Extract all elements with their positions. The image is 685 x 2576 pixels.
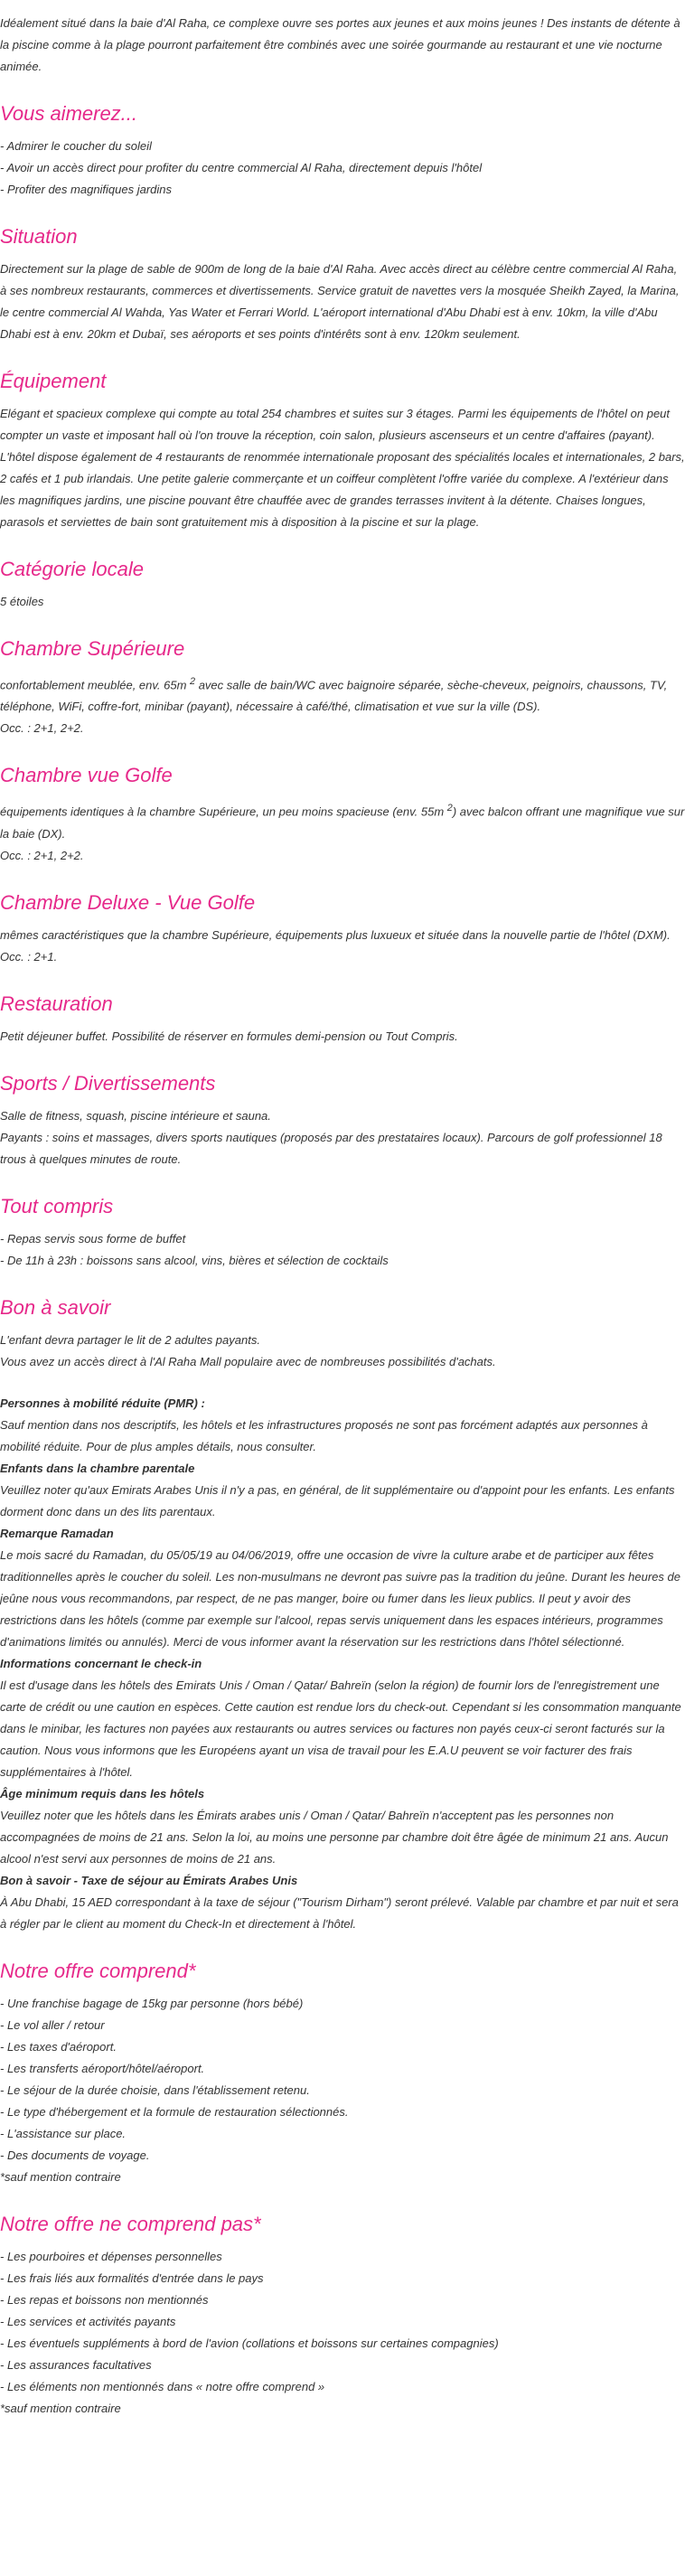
restauration-text: Petit déjeuner buffet. Possibilité de réserver en formules demi-pension ou Tout Compris.	[0, 1029, 458, 1043]
superscript: 2	[190, 676, 196, 687]
list-item: - Les repas et boissons non mentionnés	[0, 2292, 209, 2307]
sports-text: Salle de fitness, squash, piscine intérieure et sauna. Payants : soins et massages, divers sports nautiques (proposés par des prestataires locaux). Parcours de golf professionnel 18 trous à quelques minutes de route.	[0, 1108, 662, 1166]
list-item: - Les éventuels suppléments à bord de l'avion (collations et boissons sur certaines compagnies)	[0, 2336, 499, 2350]
info-text: À Abu Dhabi, 15 AED correspondant à la taxe de séjour ("Tourism Dirham") seront prélevé. Valable par chambre et par nuit et sera à régler par le client au moment du Check-In et directement à l'hôtel.	[0, 1894, 679, 1931]
list-item: - Les taxes d'aéroport.	[0, 2039, 117, 2054]
section-title-chambre-superieure: Chambre Supérieure	[0, 637, 185, 660]
list-item: - Avoir un accès direct pour profiter du centre commercial Al Raha, directement depuis l'hôtel	[0, 161, 483, 174]
section-title-chambre-golfe: Chambre vue Golfe	[0, 764, 173, 787]
vous-aimerez-list	[0, 136, 685, 201]
list-item: - Le vol aller / retour	[0, 2017, 105, 2032]
chambre-deluxe-text: mêmes caractéristiques que la chambre Supérieure, équipements plus luxueux et située dans la nouvelle partie de l'hôtel (DXM).	[0, 927, 671, 942]
info-title: Âge minimum requis dans les hôtels	[0, 1786, 205, 1800]
list-item: - Les assurances facultatives	[0, 2357, 152, 2372]
list-item: - Le type d'hébergement et la formule de restauration sélectionnés.	[0, 2104, 349, 2119]
info-title: Remarque Ramadan	[0, 1526, 114, 1540]
list-item: - Les éléments non mentionnés dans « notre offre comprend »	[0, 2379, 325, 2393]
offre-ne-comprend-list	[0, 2246, 685, 2420]
room-desc-part: équipements identiques à la chambre Supérieure, un peu moins spacieuse (env. 55m	[0, 804, 447, 819]
section-title-tout-compris: Tout compris	[0, 1194, 114, 1217]
occupancy-text: Occ. : 2+1, 2+2.	[0, 721, 84, 736]
offre-comprend-list	[0, 1993, 685, 2188]
section-title-sports: Sports / Divertissements	[0, 1071, 216, 1095]
list-item: - Les pourboires et dépenses personnelles	[0, 2249, 222, 2263]
room-desc-part: confortablement meublée, env. 65m	[0, 678, 191, 692]
list-item: - Le séjour de la durée choisie, dans l'établissement retenu.	[0, 2082, 310, 2097]
situation-text: Directement sur la plage de sable de 900m de long de la baie d'Al Raha. Avec accès direct au célèbre centre commercial Al Raha, à ses nombreux restaurants, commerces et divertissements. Service gratuit de navettes vers la mosquée Sheikh Zayed, la Marina, le centre commercial Al Wahda, Yas Water et Ferrari World. L'aéroport international d'Abu Dhabi est à env. 10km, la ville d'Abu Dhabi est à env. 20km et Dubaï, ses aéroports et ses points d'intérêts sont à env. 120km seulement.	[0, 262, 680, 341]
list-item: - Une franchise bagage de 15kg par personne (hors bébé)	[0, 1996, 304, 2010]
section-title-offre-comprend: Notre offre comprend*	[0, 1959, 196, 1982]
room-desc-part: ) avec balcon offrant une magnifique vue sur la baie (DX).	[0, 804, 685, 841]
list-item: *sauf mention contraire	[0, 2401, 121, 2415]
section-title-vous-aimerez: Vous aimerez...	[0, 102, 138, 125]
list-item: - De 11h à 23h : boissons sans alcool, vins, bières et sélection de cocktails	[0, 1253, 389, 1267]
tout-compris-list	[0, 1228, 685, 1272]
list-item: - Repas servis sous forme de buffet	[0, 1231, 186, 1246]
list-item: - Des documents de voyage.	[0, 2148, 150, 2162]
categorie-text: 5 étoiles	[0, 595, 44, 608]
list-item: *sauf mention contraire	[0, 2169, 121, 2184]
info-title: Bon à savoir - Taxe de séjour au Émirats Arabes Unis	[0, 1873, 298, 1887]
section-title-restauration: Restauration	[0, 992, 113, 1015]
info-text: Veuillez noter qu'aux Emirats Arabes Unis il n'y a pas, en général, de lit supplémentaire ou d'appoint pour les enfants. Les enfants dorment donc dans un des lits parentaux.	[0, 1482, 675, 1518]
equipement-text: Elégant et spacieux complexe qui compte au total 254 chambres et suites sur 3 étages. Parmi les équipements de l'hôtel on peut compter un vaste et imposant hall où l'on trouve la réception, coin salon, plusieurs ascenseurs et un centre d'affaires (payant). L'hôtel dispose également de 4 restaurants de renommée internationale proposant des spécialités locales et internationales, 2 bars, 2 cafés et 1 pub irlandais. Une petite galerie commerçante et un coiffeur complètent l'offre variée du complexe. A l'extérieur dans les magnifiques jardins, une piscine pouvant être chauffée avec de grandes terrasses invitent à la détente. Chaises longues, parasols et serviettes de bain sont gratuitement mis à disposition à la piscine et sur la plage.	[0, 407, 685, 529]
occupancy-text: Occ. : 2+1, 2+2.	[0, 848, 84, 862]
info-title: Personnes à mobilité réduite (PMR) :	[0, 1396, 205, 1410]
section-title-situation: Situation	[0, 225, 78, 248]
list-item: - Profiter des magnifiques jardins	[0, 183, 173, 196]
info-text: Veuillez noter que les hôtels dans les Émirats arabes unis / Oman / Qatar/ Bahreïn n'acceptent pas les personnes non accompagnées de moins de 21 ans. Selon la loi, au moins une personne par chambre doit être âgée de minimum 21 ans. Aucun alcool n'est servi aux personnes de moins de 21 ans.	[0, 1808, 669, 1866]
section-title-equipement: Équipement	[0, 370, 107, 392]
list-item: - Les services et activités payants	[0, 2314, 176, 2328]
superscript: 2	[446, 803, 453, 814]
room-desc-part: avec salle de bain/WC avec baignoire séparée, sèche-cheveux, peignoirs, chaussons, TV, téléphone, WiFi, coffre-fort, minibar (payant), nécessaire à café/thé, climatisation et vue sur la ville (DS).	[0, 678, 668, 714]
info-text: Le mois sacré du Ramadan, du 05/05/19 au 04/06/2019, offre une occasion de vivre la culture arabe et de participer aux fêtes traditionnelles après le coucher du soleil. Les non-musulmans ne devront pas suivre pas la tradition du jeûne. Durant les heures de jeûne nous vous recommandons, par respect, de ne pas manger, boire ou fumer dans les lieux publics. Il peut y avoir des restrictions dans les hôtels (comme par exemple sur l'alcool, repas servis uniquement dans les espaces intérieurs, programmes d'animations limités ou annulés). Merci de vous informer avant la réservation sur les restrictions dans l'hôtel sélectionné.	[0, 1547, 680, 1649]
list-item: - Les frais liés aux formalités d'entrée dans le pays	[0, 2270, 264, 2285]
section-title-chambre-deluxe: Chambre Deluxe - Vue Golfe	[0, 890, 256, 914]
chambre-superieure-text	[0, 671, 685, 718]
list-item: - Admirer le coucher du soleil	[0, 139, 152, 153]
section-title-categorie: Catégorie locale	[0, 558, 144, 580]
chambre-golfe-text	[0, 797, 685, 844]
bon-a-savoir-text: L'enfant devra partager le lit de 2 adultes payants. Vous avez un accès direct à l'Al Raha Mall populaire avec de nombreuses possibilités d'achats.	[0, 1332, 496, 1368]
info-text: Il est d'usage dans les hôtels des Emirats Unis / Oman / Qatar/ Bahreïn (selon la région) de fournir lors de l'enregistrement une carte de crédit ou une caution en espèces. Cette caution est rendue lors du check-out. Cependant si les consommation manquante dans le minibar, les factures non payées aux restaurants ou autres services ou factures non payés ceux-ci seront facturés sur la caution. Nous vous informons que les Européens ayant un visa de travail pour les E.A.U peuvent se voir facturer des frais supplémentaires à l'hôtel.	[0, 1678, 681, 1779]
info-title: Informations concernant le check-in	[0, 1656, 202, 1670]
section-title-bon-a-savoir: Bon à savoir	[0, 1295, 111, 1319]
occupancy-text: Occ. : 2+1.	[0, 949, 58, 964]
list-item: - Les transferts aéroport/hôtel/aéroport.	[0, 2061, 205, 2075]
info-notes	[0, 1393, 685, 1935]
info-text: Sauf mention dans nos descriptifs, les hôtels et les infrastructures proposés ne sont pas forcément adaptés aux personnes à mobilité réduite. Pour de plus amples détails, nous consulter.	[0, 1417, 648, 1453]
intro-text: Idéalement situé dans la baie d'Al Raha, ce complexe ouvre ses portes aux jeunes et aux moins jeunes ! Des instants de détente à la piscine comme à la plage pourront parfaitement être combinés avec une soirée gourmande au restaurant et une vie nocturne animée.	[0, 16, 680, 73]
list-item: - L'assistance sur place.	[0, 2126, 127, 2140]
info-title: Enfants dans la chambre parentale	[0, 1461, 195, 1475]
section-title-offre-ne-comprend: Notre offre ne comprend pas*	[0, 2212, 261, 2235]
